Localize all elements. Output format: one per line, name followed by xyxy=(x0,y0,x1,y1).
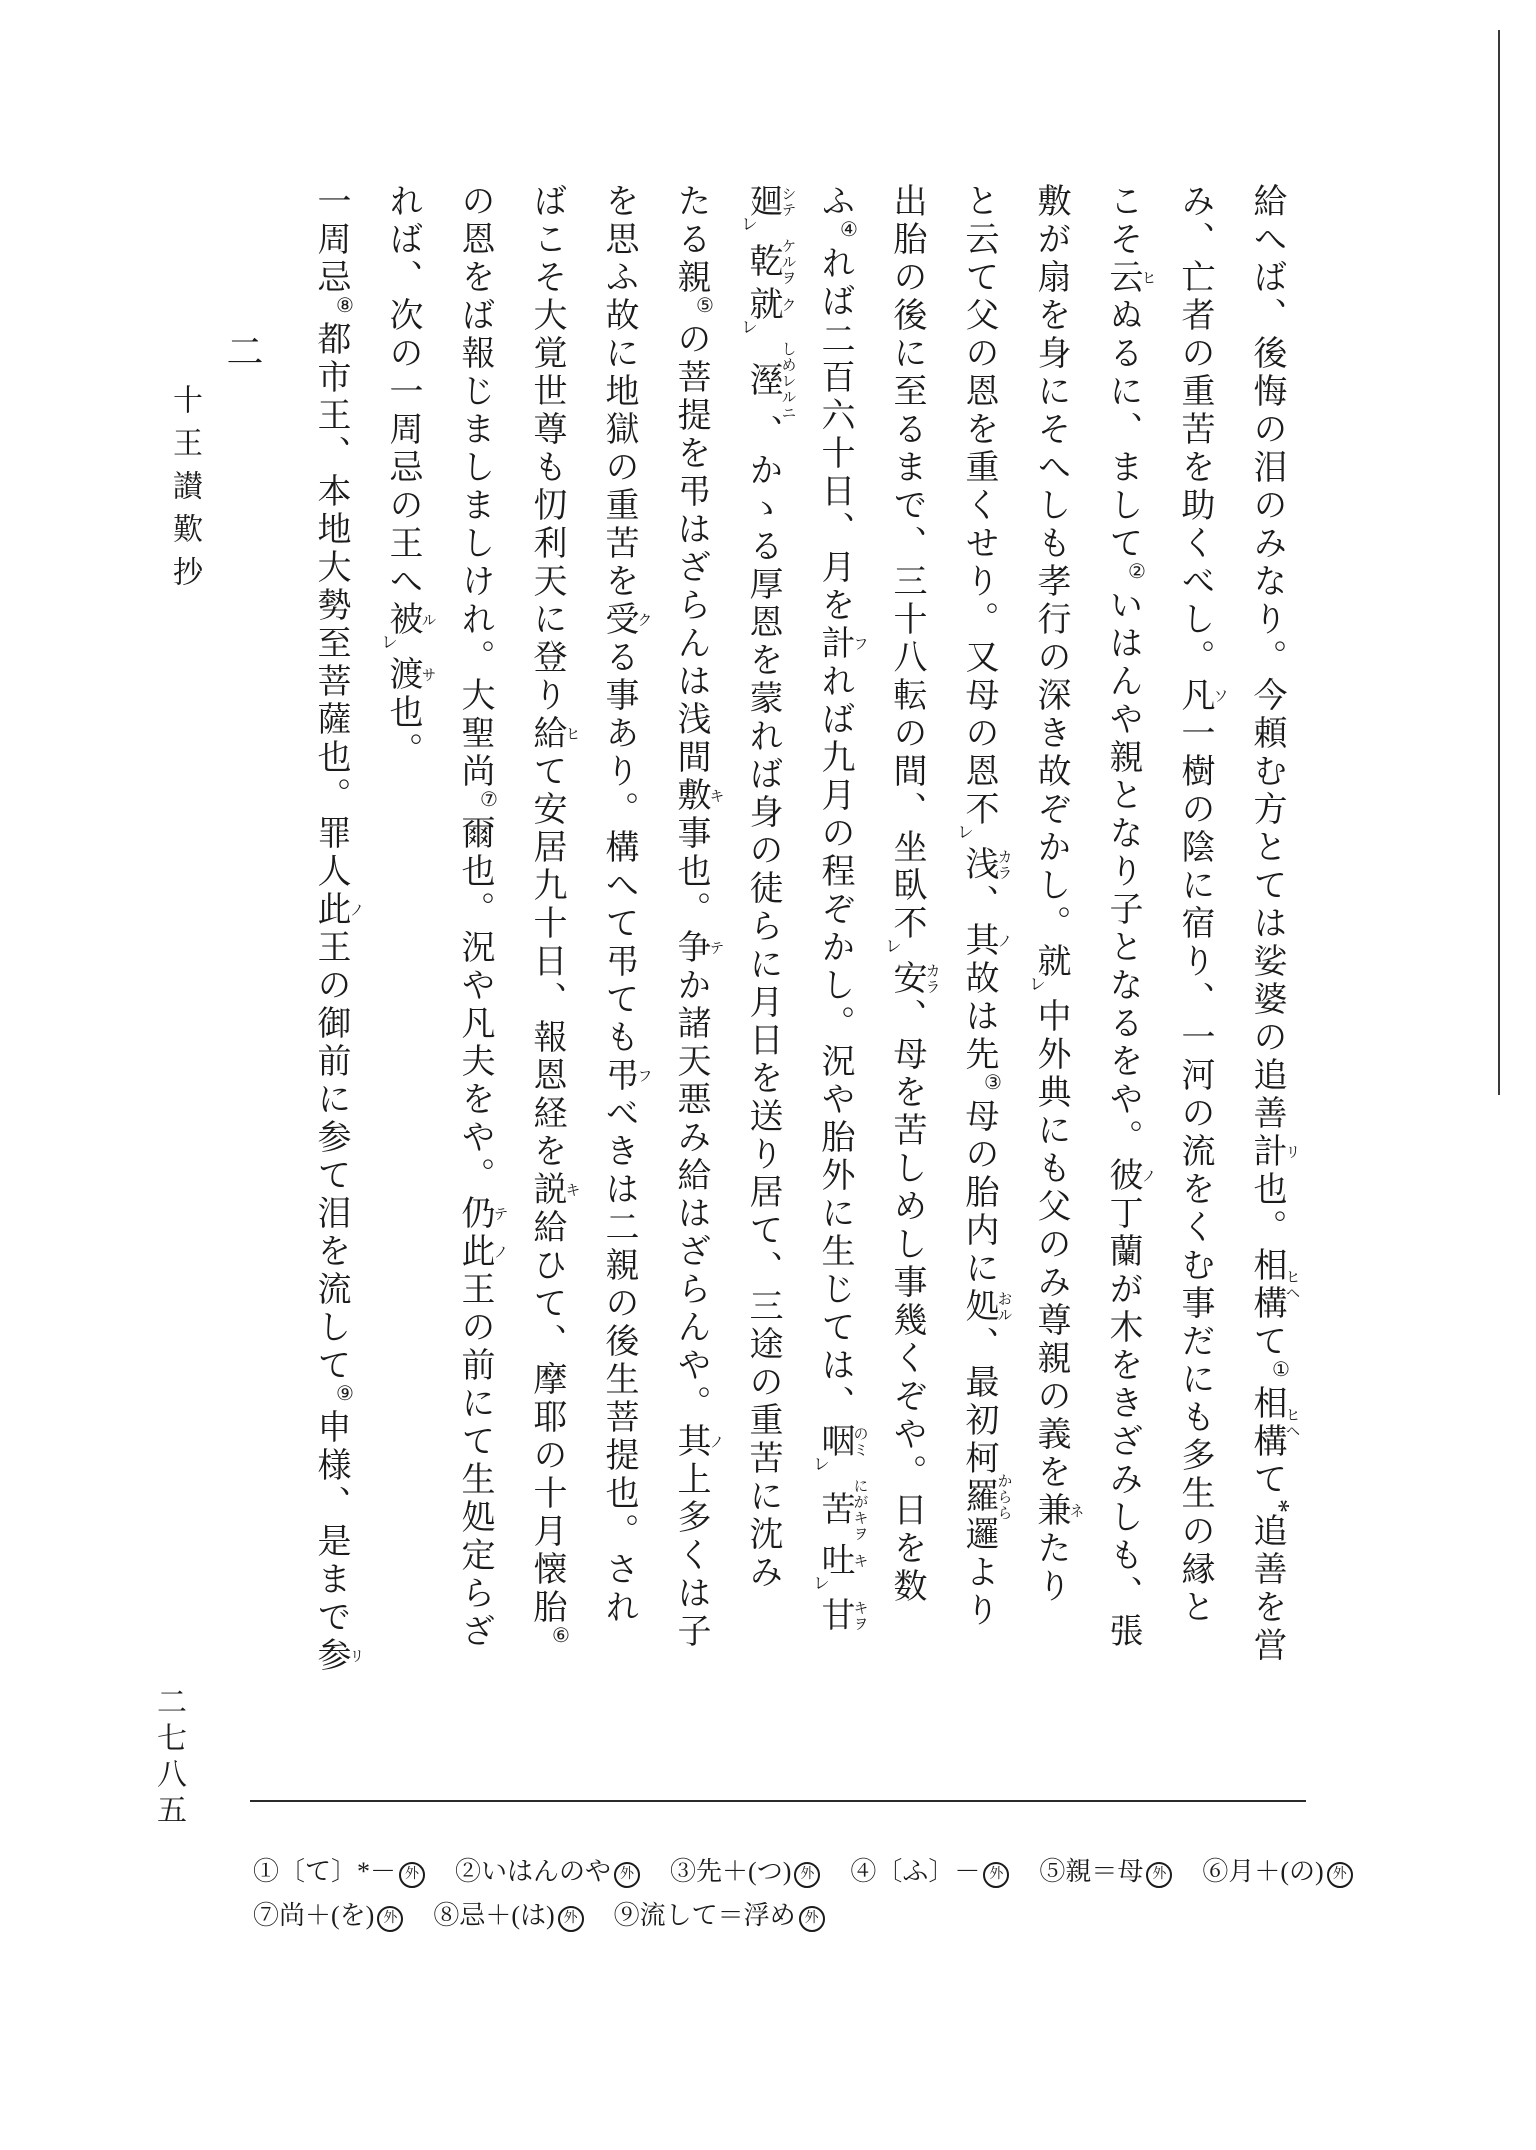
footnote-number-marker: ⑤ xyxy=(693,293,715,317)
ruby-annotated-text: 吐キ xyxy=(816,1542,868,1580)
footnote-item: ③先＋(つ) 外 xyxy=(670,1850,820,1894)
kaeriten-mark: レ xyxy=(882,937,901,954)
footnote-item: ⑤親＝母 外 xyxy=(1039,1850,1172,1894)
main-text-block xyxy=(294,183,1302,1773)
footnote-item: ⑦尚＋(を) 外 xyxy=(253,1894,403,1938)
footnote-number-marker: ② xyxy=(1125,559,1147,583)
asterisk-note-marker: * xyxy=(1263,1499,1294,1513)
ruby-annotated-text: 処おル xyxy=(960,1288,1012,1326)
ruby-annotated-text: 計フ xyxy=(816,625,868,663)
ruby-annotated-text: 受ク xyxy=(600,601,652,639)
footnote-item: ⑥月＋(の) 外 xyxy=(1202,1850,1352,1894)
variant-marker: 外 xyxy=(983,1862,1009,1888)
text-column: の恩をば報じましましけれ。大聖尚⑦爾也。況や凡夫をや。仍テ此ノ王の前にて生処定らざ xyxy=(438,183,510,1773)
text-column: 給へば、後悔の泪のみなり。今頼む方とては娑婆の追善計リ也。相構ヒヘて①相構ヒヘて*追善を営 xyxy=(1230,183,1302,1773)
text-column: と云て父の恩を重くせり。又母の恩不レ浅カラ、其ノ故は先③母の胎内に処おル、最初柯羅邏かららより xyxy=(942,183,1014,1773)
text-column: 一周忌⑧都市王、本地大勢至菩薩也。罪人此ノ王の御前に参て泪を流して⑨申様、是まで参リ xyxy=(294,183,366,1773)
footnotes xyxy=(253,1850,1353,1938)
variant-marker: 外 xyxy=(799,1906,825,1932)
footnote-number-marker: ⑧ xyxy=(333,293,355,317)
kaeriten-mark: レ xyxy=(810,1455,829,1472)
ruby-annotated-text: 其ノ xyxy=(960,922,1012,960)
ruby-annotated-text: 説キ xyxy=(528,1171,580,1209)
footnote-number-marker: ① xyxy=(1269,1357,1291,1381)
variant-marker: 外 xyxy=(794,1862,820,1888)
footnote-item: ⑨流して＝浮め 外 xyxy=(614,1894,825,1938)
ruby-annotated-text: 乾ケルヲ xyxy=(744,238,796,286)
kaeriten-mark: レ xyxy=(954,823,973,840)
ruby-annotated-text: 云ヒ xyxy=(1104,259,1156,297)
variant-marker: 外 xyxy=(1146,1862,1172,1888)
text-column: を思ふ故に地獄の重苦を受クる事あり。構へて弔ても弔フべきは二親の後生菩提也。され xyxy=(600,183,652,1627)
kaeriten-mark: レ xyxy=(738,215,757,232)
footnote-divider xyxy=(250,1800,1306,1802)
ruby-annotated-text: 兼ネ xyxy=(1032,1492,1084,1530)
text-column: こそ云ヒぬるに、まして②いはんや親となり子となるをや。彼ノ丁蘭が木をきざみしも、張 xyxy=(1086,183,1158,1773)
text-column: 敷が扇を身にそへしも孝行の深き故ぞかし。就レ中外典にも父のみ尊親の義を兼ネたり xyxy=(1014,183,1086,1773)
ruby-annotated-text: 柯羅邏からら xyxy=(960,1440,1012,1554)
ruby-annotated-text: 安カラ xyxy=(888,960,940,998)
variant-marker: 外 xyxy=(558,1906,584,1932)
variant-marker: 外 xyxy=(399,1862,425,1888)
text-column: ばこそ大覚世尊も忉利天に登り給ヒて安居九十日、報恩経を説キ給ひて、摩耶の十月懐胎⑥ xyxy=(510,183,582,1773)
footnote-item: ④〔ふ〕－ 外 xyxy=(850,1850,1009,1894)
scan-edge-line xyxy=(1498,30,1500,1095)
ruby-annotated-text: 廻シテ xyxy=(744,183,796,221)
variant-marker: 外 xyxy=(614,1862,640,1888)
section-number: 二 xyxy=(220,332,261,369)
footnote-number-marker: ⑨ xyxy=(333,1381,355,1405)
ruby-annotated-text: 敷キ xyxy=(672,777,724,815)
text-column: たる親⑤の菩提を弔はざらんは浅間敷キ事也。争テか諸天悪み給はざらんや。其ノ上多くは子 xyxy=(654,183,726,1773)
section-title: 十王讃歎抄 xyxy=(168,384,201,599)
ruby-annotated-text: 其ノ xyxy=(672,1423,724,1461)
page-number: 二七八五 xyxy=(152,1686,185,1830)
footnote-item: ①〔て〕*－ 外 xyxy=(253,1850,425,1894)
ruby-annotated-text: 就ク xyxy=(744,286,796,324)
footnote-number-marker: ③ xyxy=(981,1070,1003,1094)
text-column: ふ④れば二百六十日、月を計フれば九月の程ぞかし。況や胎外に生じては、咽のミレ苦にがキヲ吐キレ甘キヲ xyxy=(798,183,870,1773)
ruby-annotated-text: 計リ xyxy=(1248,1133,1300,1171)
ruby-annotated-text: 参リ xyxy=(312,1637,364,1675)
ruby-annotated-text: 此ノ xyxy=(312,891,364,929)
ruby-annotated-text: 相構ヒヘ xyxy=(1248,1385,1300,1461)
footnote-item: ②いはんのや 外 xyxy=(455,1850,640,1894)
kaeriten-mark: レ xyxy=(1026,975,1045,992)
ruby-annotated-text: 被ル xyxy=(384,601,436,639)
kaeriten-mark: レ xyxy=(738,318,757,335)
ruby-annotated-text: 凡ソ xyxy=(1176,677,1228,715)
ruby-annotated-text: 溼しめレルニ xyxy=(744,341,796,421)
ruby-annotated-text: 咽のミ xyxy=(816,1423,868,1461)
variant-marker: 外 xyxy=(377,1906,403,1932)
footnote-number-marker: ④ xyxy=(837,217,859,241)
text-column: れば、次の一周忌の王へ被ルレ渡サ也。 xyxy=(366,183,438,1773)
ruby-annotated-text: 浅カラ xyxy=(960,846,1012,884)
variant-marker: 外 xyxy=(1327,1862,1353,1888)
ruby-annotated-text: 仍テ xyxy=(456,1195,508,1233)
text-column: 出胎の後に至るまで、三十八転の間、坐臥不レ安カラ、母を苦しめし事幾くぞや。日を数 xyxy=(870,183,942,1773)
ruby-annotated-text: 苦にがキヲ xyxy=(816,1478,868,1542)
ruby-annotated-text: 此ノ xyxy=(456,1233,508,1271)
ruby-annotated-text: 相構ヒヘ xyxy=(1248,1247,1300,1323)
text-column: 廻シテレ乾ケルヲ就クレ溼しめレルニ、かゝる厚恩を蒙れば身の徒らに月日を送り居て、三途の重苦に沈み xyxy=(726,183,798,1773)
footnote-item: ⑧忌＋(は) 外 xyxy=(433,1894,583,1938)
kaeriten-mark: レ xyxy=(810,1574,829,1591)
footnote-number-marker: ⑦ xyxy=(477,787,499,811)
ruby-annotated-text: 給ヒ xyxy=(528,715,580,753)
ruby-annotated-text: 渡サ xyxy=(384,656,436,694)
ruby-annotated-text: 甘キヲ xyxy=(816,1597,868,1635)
section-title-block xyxy=(156,332,268,599)
ruby-annotated-text: 争テ xyxy=(672,929,724,967)
footnote-line xyxy=(253,1894,1353,1938)
kaeriten-mark: レ xyxy=(378,633,397,650)
text-column: み、亡者の重苦を助くべし。凡ソ一樹の陰に宿り、一河の流をくむ事だにも多生の縁と xyxy=(1176,183,1228,1627)
ruby-annotated-text: 彼ノ xyxy=(1104,1157,1156,1195)
footnote-line xyxy=(253,1850,1353,1894)
ruby-annotated-text: 弔フ xyxy=(600,1057,652,1095)
footnote-number-marker: ⑥ xyxy=(549,1623,571,1647)
